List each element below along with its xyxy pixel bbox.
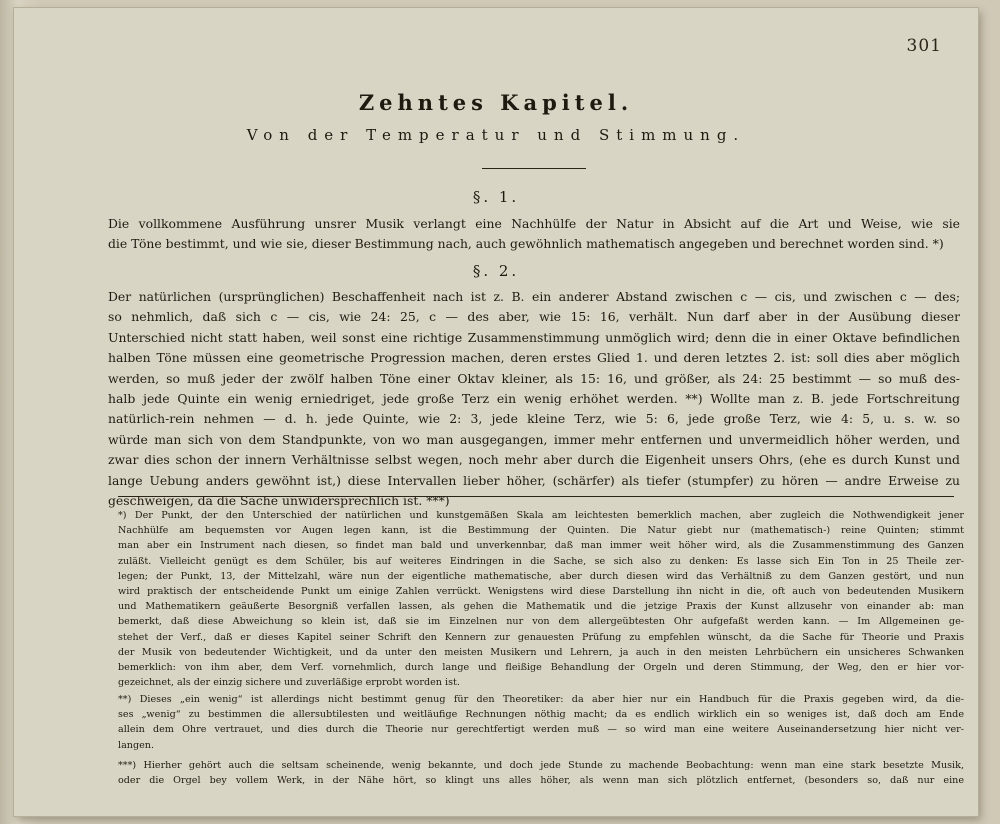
footnote-line: der Musik von bedeutender Wichtigkeit, und da unter den meisten Musikern und Lehrern, ja auch in den meisten Lehrbüchern ein unsicheres Schwanken <box>118 646 964 658</box>
book-page <box>14 8 978 816</box>
footnote-line: ***) Hierher gehört auch die seltsam scheinende, wenig bekannte, und doch jede Stunde zu machende Beobachtung: wenn man eine stark besetzte Musik, <box>118 760 964 771</box>
footnote-line: allein dem Ohre vertrauet, und dies durch die Theorie nur gerechtfertigt werden muß — so wird man eine weitere Auseinandersetzung hier nicht ver- <box>118 724 964 736</box>
text-line: so nehmlich, daß sich c — cis, wie 24: 25, c — des aber, wie 15: 16, verhält. Nun darf aber in der Ausübung dieser <box>108 309 960 325</box>
footnote-line: bemerklich: von ihm aber, dem Verf. vornehmlich, durch lange und fleißige Behandlung der Orgeln und deren Stimmung, der Weg, den er hier vor- <box>118 662 964 674</box>
footnote-line: langen. <box>118 739 155 751</box>
text-line: zwar dies schon der innern Verhältnisse selbst wegen, noch mehr aber durch die Eigenheit unsers Ohrs, (ehe es durch Kunst und <box>108 452 960 468</box>
footnote <box>118 692 964 753</box>
footnote-line: oder die Orgel bey vollem Werk, in der Nähe hört, so klingt uns alles höher, als wenn man sich plötzlich entfernet, (besonders so, daß nur eine <box>118 775 964 787</box>
footnote-line: Nachhülfe am bequemsten vor Augen legen kann, ist die Bestimmung der Quinten. Die Natur giebt nur (mathematisch-) reine Quinten; stimmt <box>118 525 964 537</box>
text-line: geschweigen, da die Sache unwidersprechlich ist. ***) <box>108 493 450 509</box>
footnote-line: wird praktisch der entscheidende Punkt um einige Zahlen verrückt. Wenigstens wird diese Darstellung ihn nicht in die, oft auch von bedeutenden Musikern <box>118 586 964 598</box>
text-line: Die vollkommene Ausführung unsrer Musik verlangt eine Nachhülfe der Natur in Absicht auf die Art und Weise, wie sie <box>108 216 960 231</box>
text-line: werden, so muß jeder der zwölf halben Töne einer Oktav kleiner, als 15: 16, und größer, als 24: 25 bestimmt — so muß des- <box>108 370 960 386</box>
footnote-line: ses „wenig“ zu bestimmen die allersubtilesten und weitläufige Rechnungen nöthig macht; da es endlich wirklich ein so weniges ist, daß doch am Ende <box>118 709 964 721</box>
text-line: natürlich-rein nehmen — d. h. jede Quinte, wie 2: 3, jede kleine Terz, wie 5: 6, jede große Terz, wie 4: 5, u. s. w. so <box>108 411 960 427</box>
footnote-line: und Mathematikern geäußerte Besorgniß verfallen lassen, als gehen die Mathematik und die jetzige Praxis der Kunst allzusehr von einander ab: man <box>118 601 964 613</box>
section-heading: §. 1. <box>472 188 520 206</box>
footnote-line: legen; der Punkt, 13, der Mittelzahl, wäre nun der eigentliche mathematische, aber durch diesen wird das Verhältniß zu dem Ganzen gestört, und nun <box>118 570 964 582</box>
section-heading: §. 2. <box>472 262 520 280</box>
footnote <box>118 758 964 788</box>
footnote-line: **) Dieses „ein wenig“ ist allerdings nicht bestimmt genug für den Theoretiker: da aber hier nur ein Handbuch für die Praxis gegeben wird, da die- <box>118 694 964 705</box>
footnote-divider <box>118 496 954 497</box>
footnote <box>118 508 964 690</box>
section-paragraph <box>108 214 960 255</box>
chapter-subtitle: Von der Temperatur und Stimmung. <box>246 126 746 144</box>
text-line: würde man sich von dem Standpunkte, von wo man ausgegangen, immer mehr entfernen und unvermeidlich höher werden, und <box>108 431 960 447</box>
footnote-line: *) Der Punkt, der den Unterschied der natürlichen und kunstgemäßen Skala am leichtesten bemerklich machen, aber zugleich die Nothwendigkeit jener <box>118 510 964 521</box>
footnote-line: zuläßt. Vielleicht genügt es dem Schüler, bis auf weiteres Eindringen in die Sache, se sich also zu denken: Es lasse sich Ein Ton in 25 Theile zer- <box>118 555 964 567</box>
footnote-line: gezeichnet, als der einzig sichere und zuverläßige erprobt worden ist. <box>118 677 460 689</box>
footnote-line: man aber ein Instrument nach diesen, so findet man bald und unverkennbar, daß man immer weit höher wird, als die Zusammenstimmung des Ganzen <box>118 540 964 552</box>
chapter-title: Zehntes Kapitel. <box>358 90 634 115</box>
footnote-line: stehet der Verf., daß er dieses Kapitel seiner Schrift den Kennern zur genauesten Prüfung zu empfehlen wünscht, da die Sache für Theorie und Praxis <box>118 631 964 643</box>
text-line: halb jede Quinte ein wenig erniedriget, jede große Terz ein wenig erhöhet werden. **) Wollte man z. B. jede Fortschreitung <box>108 391 960 407</box>
text-line: Der natürlichen (ursprünglichen) Beschaffenheit nach ist z. B. ein anderer Abstand zwischen c — cis, und zwischen c — des; <box>108 289 960 304</box>
text-line: halben Töne müssen eine geometrische Progression machen, deren erstes Glied 1. und deren letztes 2. ist: soll dies aber möglich <box>108 350 960 366</box>
page-number: 301 <box>906 36 942 56</box>
title-divider <box>482 168 586 169</box>
text-line: lange Uebung anders gewöhnt ist,) diese Intervallen lieber höher, (schärfer) als tiefer (stumpfer) zu hören — andre Erweise zu <box>108 472 960 488</box>
section-paragraph <box>108 287 960 511</box>
footnote-line: bemerkt, daß diese Abweichung so klein ist, daß sie im Einzelnen nur von dem allergeübtesten Ohr aufgefaßt werden kann. — Im Allgemeinen ge- <box>118 616 964 628</box>
text-line: Unterschied nicht statt haben, weil sonst eine richtige Zusammenstimmung unmöglich wird; denn die in einer Oktave befindlichen <box>108 329 960 345</box>
text-line: die Töne bestimmt, und wie sie, dieser Bestimmung nach, auch gewöhnlich mathematisch angegeben und berechnet worden sind. *) <box>108 236 944 252</box>
